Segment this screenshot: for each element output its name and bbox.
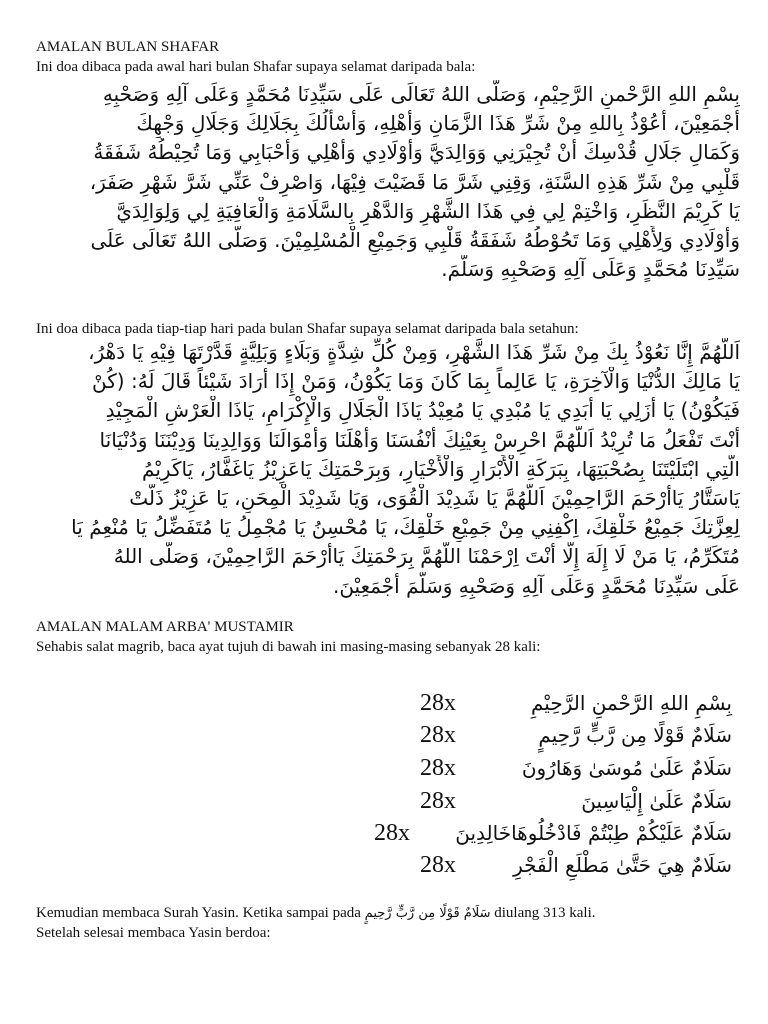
wirid-arabic-text: سَلَامٌ عَلَيْكُمْ طِبْتُمْ فَادْخُلُوهَاخَالِدِينَ <box>455 821 732 845</box>
wirid-arabic-text: سَلَامٌ هِيَ حَتَّىٰ مَطْلَعِ الْفَجْرِ <box>513 853 732 877</box>
arabic-line: سَيِّدِنَا مُحَمَّدٍ وَعَلَى آلِهِ وَصَحْبِهِ وَسَلَّمَ. <box>441 257 740 282</box>
wirid-arabic-text: بِسْمِ اللهِ الرَّحْمنِ الرَّحِيْمِ <box>530 691 732 715</box>
arabic-line: وَأَوْلَادِي وَلِأَهْلِي وَمَا تَحُوْطُهُ شَفَقَةُ قَلْبِي وَجَمِيْعِ الْمُسْلِمِيْنَ. وَصَلَّى اللهُ تَعَالَى عَلَى <box>90 228 740 253</box>
arabic-line: يَاسَتَّارُ يَاأَرْحَمَ الرَّاحِمِيْنَ اَللَّهُمَّ يَا شَدِيْدَ الْقُوَى، وَيَا شَدِيْدَ الْمِحَنِ، يَا عَزِيْزُ ذَلَّتْ <box>129 486 740 511</box>
closing-line-2: Setelah selesai membaca Yasin berdoa: <box>36 925 271 941</box>
arabic-line: فَيَكُوْنُ) يَا أَزَلِي يَا أَبَدِي يَا مُبْدِي يَا مُعِيْدُ يَاذَا الْجَلَالِ وَالْإِكْرَامِ، يَاذَا الْعَرْشِ الْمَجِيْدِ <box>105 398 740 423</box>
wirid-count: 28x <box>420 722 456 748</box>
wirid-count: 28x <box>420 852 456 878</box>
wirid-arabic-text: سَلَامٌ عَلَىٰ إِلْيَاسِينَ <box>581 789 732 813</box>
arabic-line: قَلْبِي مِنْ شَرِّ هَذِهِ السَّنَةِ، وَقِنِي شَرَّ مَا قَضَيْتَ فِيْهَا، وَاصْرِفْ عَنِّي شَرَّ شَهْرِ صَفَرَ، <box>89 169 740 194</box>
section1-arabic-prayer <box>30 80 740 284</box>
wirid-count: 28x <box>420 788 456 814</box>
wirid-row <box>420 688 456 718</box>
wirid-count: 28x <box>420 690 456 716</box>
arabic-line: أَنْتَ تَفْعَلُ مَا تُرِيْدُ اَللَّهُمَّ احْرِسْ بِعَيْنِكَ أَنْفُسَنَا وَأَهْلَنَا وَأَمْوَالَنَا وَوَالِدِينَا وَدِيْنَنَا وَدُنْيَانَا <box>99 427 740 452</box>
arabic-line: عَلَى سَيِّدِنَا مُحَمَّدٍ وَعَلَى آلِهِ وَصَحْبِهِ وَسَلَّمَ أَجْمَعِيْنَ. <box>332 573 740 598</box>
section3-intro: Sehabis salat magrib, baca ayat tujuh di bawah ini masing-masing sebanyak 28 kali: <box>36 639 541 655</box>
section3-title: AMALAN MALAM ARBA' MUSTAMIR <box>36 619 294 635</box>
wirid-row <box>420 850 456 880</box>
section2-arabic-prayer <box>30 338 740 601</box>
wirid-arabic-text: سَلَامٌ عَلَىٰ مُوسَىٰ وَهَارُونَ <box>521 756 732 780</box>
arabic-line: الَّتِي ابْتَلَيْتَنَا بِصُحْبَتِهَا، بِبَرَكَةِ الْأَبْرَارِ وَالْأَخْيَارِ، وَبِرَحْمَتِكَ يَاعَزِيْزُ يَاغَفَّارُ، يَاكَرِيْمُ <box>142 456 740 481</box>
arabic-line: وَكَمَالِ جَلَالِ قُدْسِكَ أَنْ تُجِيْرَنِي وَوَالِدَيَّ وَأَوْلَادِي وَأَهْلِي وَأَحْبَابِي وَمَا تُحِيْطُهُ شَفَقَةُ <box>93 140 740 165</box>
section1-title: AMALAN BULAN SHAFAR <box>36 39 220 55</box>
wirid-row <box>420 720 456 750</box>
arabic-line: يَا كَرِيْمَ النَّظَرِ، وَاخْتِمْ لِي فِي هَذَا الشَّهْرِ وَالدَّهْرِ بِالسَّلَامَةِ وَالْعَافِيَةِ لِي وَلِوَالِدَيَّ <box>116 198 740 223</box>
closing-line <box>36 904 596 923</box>
arabic-line: مُتَكَرِّمُ، يَا مَنْ لَا إِلَهَ إِلَّا أَنْتَ اِرْحَمْنَا اللَّهُمَّ بِرَحْمَتِكَ يَاأَرْحَمَ الرَّاحِمِيْنَ، وَصَلَّى اللهُ <box>113 544 740 569</box>
wirid-row <box>420 753 456 783</box>
closing-prefix: Kemudian membaca Surah Yasin. Ketika sampai pada <box>36 905 361 921</box>
wirid-count: 28x <box>374 820 410 846</box>
arabic-line: اَللَّهُمَّ إِنَّا نَعُوْذُ بِكَ مِنْ شَرِّ هَذَا الشَّهْرِ، وَمِنْ كُلِّ شِدَّةٍ وَبَلَاءٍ وَبَلِيَّةٍ قَدَّرْتَهَا فِيْهِ يَا دَهْرُ، <box>88 340 740 364</box>
arabic-line: لِعِزَّتِكَ جَمِيْعُ خَلْقِكَ، اِكْفِنِي مِنْ جَمِيْعِ خَلْقِكَ، يَا مُحْسِنُ يَا مُجْمِلُ يَا مُتَفَضِّلُ يَا مُنْعِمُ يَا <box>71 515 740 540</box>
section1-intro: Ini doa dibaca pada awal hari bulan Shafar supaya selamat daripada bala: <box>36 59 476 75</box>
wirid-row <box>420 786 456 816</box>
arabic-line: أَجْمَعِيْنَ، أَعُوْذُ بِاللهِ مِنْ شَرِّ هَذَا الزَّمَانِ وَأَهْلِهِ، وَأَسْأَلُكَ بِجَلَالِكَ وَجَلَالِ وَجْهِكَ <box>136 111 740 136</box>
arabic-line: بِسْمِ اللهِ الرَّحْمنِ الرَّحِيْمِ، وَصَلَّى اللهُ تَعَالَى عَلَى سَيِّدِنَا مُحَمَّدٍ وَعَلَى آلِهِ وَصَحْبِهِ <box>102 82 740 106</box>
wirid-count: 28x <box>420 755 456 781</box>
closing-arabic-verse: سَلَامٌ قَوْلًا مِن رَّبٍّ رَّحِيمٍ <box>364 906 491 921</box>
wirid-arabic-text: سَلَامٌ قَوْلًا مِن رَّبٍّ رَّحِيمٍ <box>538 723 732 747</box>
closing-suffix: diulang 313 kali. <box>494 905 596 921</box>
arabic-line: يَا مَالِكَ الدُّنْيَا وَالْآخِرَةِ، يَا عَالِماً بِمَا كَانَ وَمَا يَكُوْنُ، وَمَنْ إِذَا أَرَادَ شَيْئاً قَالَ لَهُ: (كُنْ <box>92 369 740 394</box>
section2-intro: Ini doa dibaca pada tiap-tiap hari pada bulan Shafar supaya selamat daripada bala setahun: <box>36 321 579 337</box>
wirid-row <box>374 818 410 848</box>
